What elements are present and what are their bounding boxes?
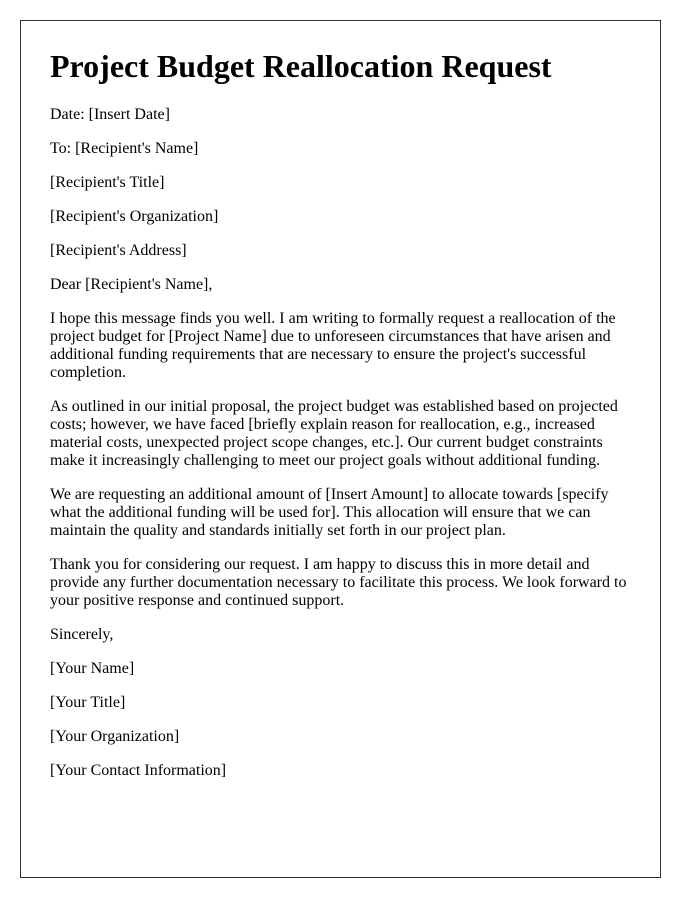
sender-title-line: [Your Title] [50,694,126,711]
recipient-address-line: [Recipient's Address] [50,242,187,259]
body-paragraph-4: Thank you for considering our request. I am happy to discuss this in more detail and provide any further documentation necessary to facilitate this process. We look forward to your positive response and continued support. [50,556,627,609]
date-line: Date: [Insert Date] [50,106,170,123]
sender-organization-line: [Your Organization] [50,728,180,745]
recipient-name-line: To: [Recipient's Name] [50,140,199,157]
closing-line: Sincerely, [50,626,114,643]
salutation-line: Dear [Recipient's Name], [50,276,213,293]
body-paragraph-2: As outlined in our initial proposal, the project budget was established based on projected costs; however, we have faced [briefly explain reason for reallocation, e.g., increased material costs, unexpected project scope changes, etc.]. Our current budget constraints make it increasingly challenging to meet our project goals without additional funding. [50,398,618,469]
sender-name-line: [Your Name] [50,660,135,677]
body-paragraph-1: I hope this message finds you well. I am writing to formally request a reallocation of the project budget for [Project Name] due to unforeseen circumstances that have arisen and additional funding requirements that are necessary to ensure the project's successful completion. [50,310,616,381]
recipient-title-line: [Recipient's Title] [50,174,165,191]
sender-contact-line: [Your Contact Information] [50,762,227,779]
letter-title: Project Budget Reallocation Request [50,48,552,84]
recipient-organization-line: [Recipient's Organization] [50,208,219,225]
body-paragraph-3: We are requesting an additional amount of [Insert Amount] to allocate towards [specify what the additional funding will be used for]. This allocation will ensure that we can maintain the quality and standards initially set forth in our project plan. [50,486,609,539]
letter-document [20,20,661,878]
